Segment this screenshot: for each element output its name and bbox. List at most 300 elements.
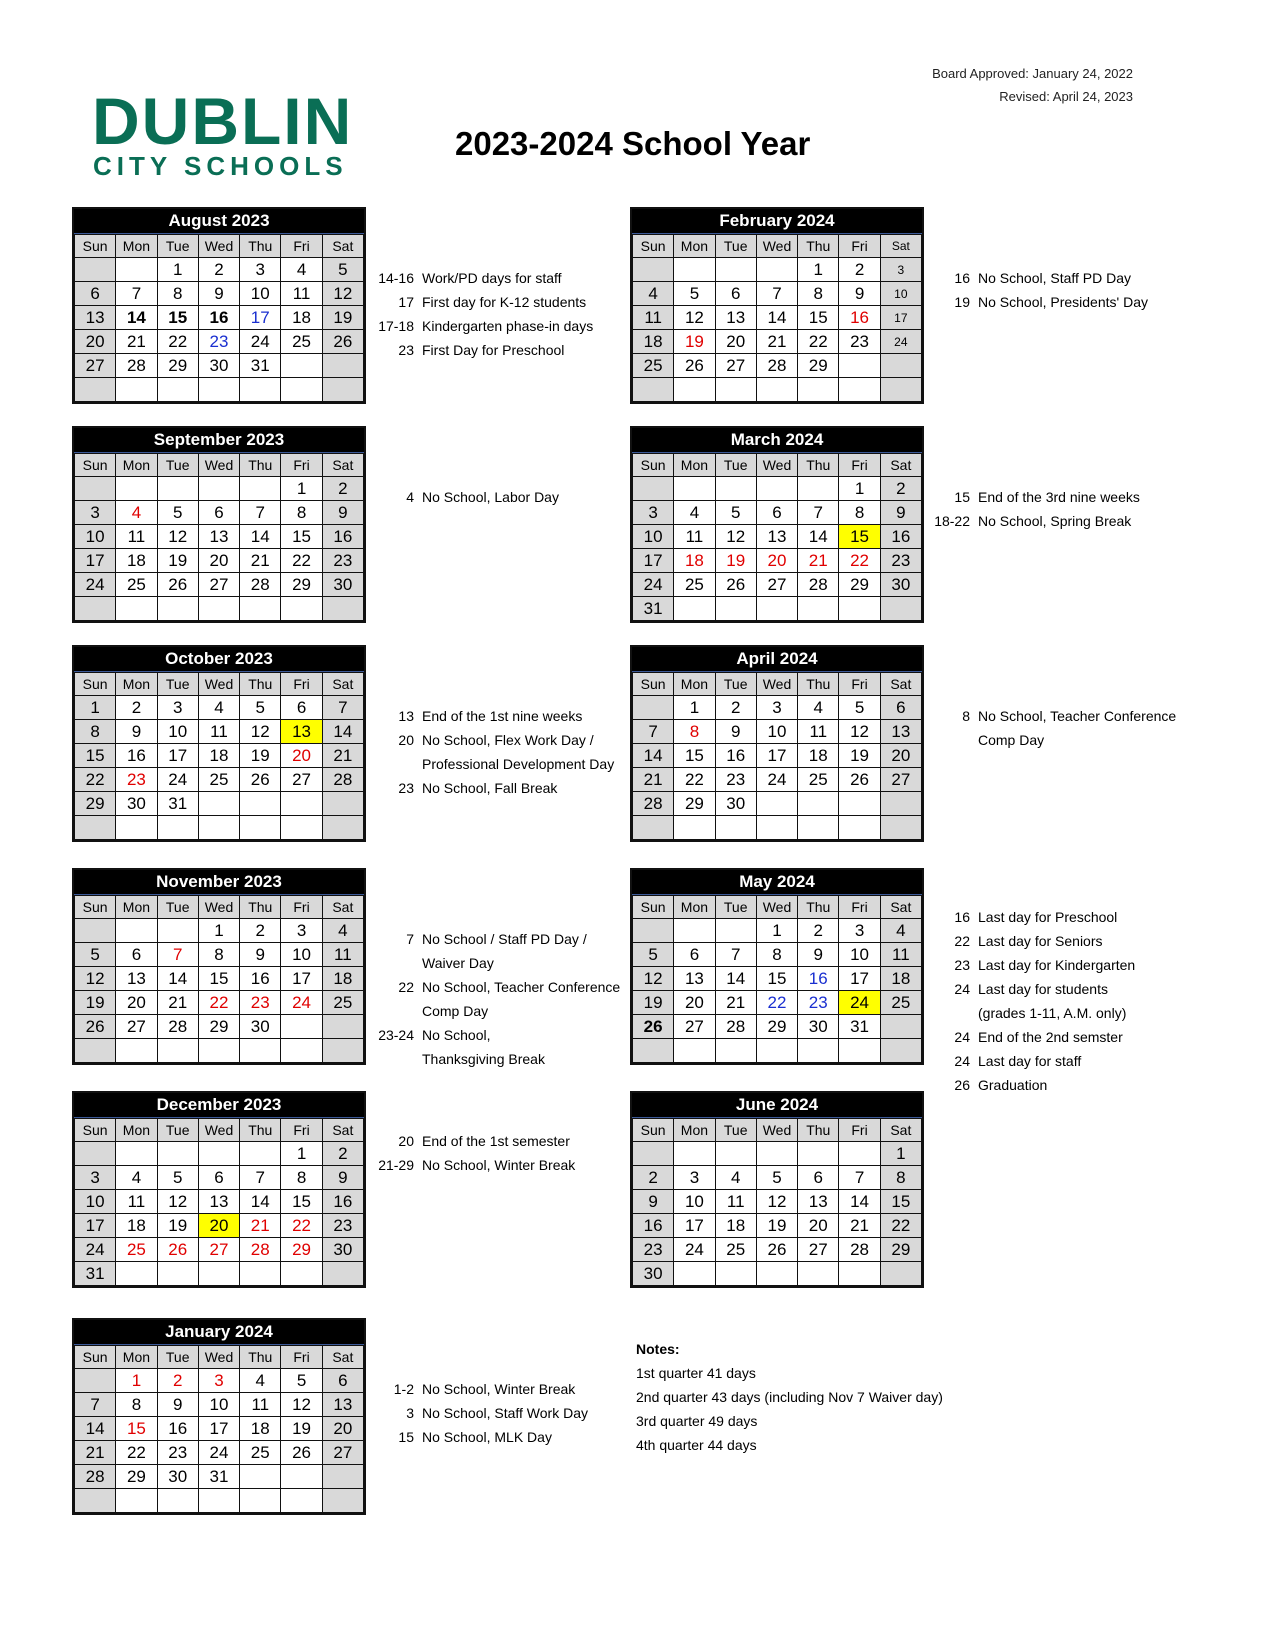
calendar-day	[116, 919, 157, 943]
weekday-header: Fri	[281, 896, 322, 919]
calendar-may	[630, 868, 924, 1065]
event-item	[926, 953, 1226, 977]
calendar-day: 23	[116, 768, 157, 792]
calendar-day: 1	[281, 477, 322, 501]
weekday-header: Thu	[240, 1119, 281, 1142]
calendar-jan	[72, 1318, 366, 1515]
calendar-day	[75, 1489, 116, 1513]
event-item	[926, 905, 1226, 929]
page-title: 2023-2024 School Year	[455, 125, 811, 162]
event-text: No School, Fall Break	[422, 780, 558, 796]
calendar-day	[281, 816, 322, 840]
calendar-day: 24	[75, 573, 116, 597]
calendar-day: 7	[75, 1393, 116, 1417]
event-text: No School, Labor Day	[422, 489, 559, 505]
calendar-day	[715, 477, 756, 501]
calendar-day	[198, 792, 239, 816]
calendar-day: 7	[715, 943, 756, 967]
calendar-day: 8	[281, 1166, 322, 1190]
calendar-week-row	[633, 792, 922, 816]
calendar-day: 10	[240, 282, 281, 306]
calendar-day: 20	[116, 991, 157, 1015]
calendar-day: 31	[75, 1262, 116, 1286]
calendar-day: 17	[240, 306, 281, 330]
calendar-day: 30	[322, 1238, 363, 1262]
calendar-day: 18	[240, 1417, 281, 1441]
calendar-day: 3	[633, 501, 674, 525]
calendar-day: 28	[756, 354, 797, 378]
calendar-day	[157, 1039, 198, 1063]
event-item	[926, 1025, 1226, 1049]
event-date: 15	[398, 1429, 414, 1445]
event-date: 20	[398, 732, 414, 748]
calendar-day: 21	[322, 744, 363, 768]
calendar-week-row	[633, 1142, 922, 1166]
calendar-week-row	[633, 696, 922, 720]
weekday-header: Sun	[75, 1346, 116, 1369]
weekday-header: Mon	[116, 896, 157, 919]
calendar-day: 11	[322, 943, 363, 967]
calendar-week-row	[75, 816, 364, 840]
calendar-apr	[630, 645, 924, 842]
notes-line: 1st quarter 41 days	[636, 1365, 756, 1381]
calendar-day: 7	[116, 282, 157, 306]
calendar-day: 20	[75, 330, 116, 354]
weekday-header: Thu	[798, 1119, 839, 1142]
calendar-day: 22	[116, 1441, 157, 1465]
weekday-header: Sun	[75, 673, 116, 696]
calendar-day	[198, 1489, 239, 1513]
calendar-day	[322, 1262, 363, 1286]
calendar-day: 4	[240, 1369, 281, 1393]
calendar-day: 25	[116, 1238, 157, 1262]
calendar-week-row	[75, 1489, 364, 1513]
event-item	[926, 728, 1226, 752]
calendar-day: 22	[75, 768, 116, 792]
calendar-day: 12	[715, 525, 756, 549]
calendar-day: 6	[798, 1166, 839, 1190]
event-text: No School, Flex Work Day /	[422, 732, 594, 748]
calendar-day: 21	[157, 991, 198, 1015]
calendar-day	[880, 1015, 921, 1039]
calendar-day: 19	[281, 1417, 322, 1441]
calendar-day	[880, 1039, 921, 1063]
events-aug-events	[370, 266, 670, 362]
calendar-day	[839, 354, 880, 378]
calendar-day: 2	[633, 1166, 674, 1190]
calendar-day: 7	[322, 696, 363, 720]
calendar-day: 2	[322, 1142, 363, 1166]
weekday-header: Sat	[322, 673, 363, 696]
weekday-header: Sat	[880, 1119, 921, 1142]
event-text: Comp Day	[422, 1003, 489, 1019]
calendar-day: 4	[116, 1166, 157, 1190]
calendar-day: 2	[322, 477, 363, 501]
calendar-week-row	[75, 1465, 364, 1489]
event-date: 24	[954, 1053, 970, 1069]
calendar-day: 12	[839, 720, 880, 744]
calendar-day: 8	[798, 282, 839, 306]
calendar-jun	[630, 1091, 924, 1288]
event-item	[926, 929, 1226, 953]
calendar-day: 19	[674, 330, 715, 354]
calendar-week-row	[633, 744, 922, 768]
calendar-week-row	[633, 354, 922, 378]
calendar-day: 28	[715, 1015, 756, 1039]
calendar-day: 30	[322, 573, 363, 597]
calendar-day: 17	[75, 1214, 116, 1238]
calendar-day: 6	[715, 282, 756, 306]
event-date: 19	[954, 294, 970, 310]
calendar-month-title: August 2023	[74, 209, 364, 234]
event-text: No School, Teacher Conference	[978, 708, 1177, 724]
calendar-day: 17	[880, 306, 921, 330]
calendar-day	[75, 597, 116, 621]
calendar-day: 28	[75, 1465, 116, 1489]
calendar-day	[756, 1262, 797, 1286]
calendar-day	[674, 258, 715, 282]
calendar-day: 2	[157, 1369, 198, 1393]
weekday-header: Sun	[633, 1119, 674, 1142]
calendar-day: 11	[715, 1190, 756, 1214]
calendar-day: 7	[839, 1166, 880, 1190]
calendar-month-title: April 2024	[632, 647, 922, 672]
calendar-day: 1	[880, 1142, 921, 1166]
calendar-day: 11	[880, 943, 921, 967]
calendar-day: 7	[240, 501, 281, 525]
calendar-day	[198, 1039, 239, 1063]
calendar-day	[157, 1262, 198, 1286]
calendar-day	[322, 1039, 363, 1063]
event-date: 13	[398, 708, 414, 724]
calendar-day: 27	[322, 1441, 363, 1465]
calendar-day: 27	[198, 1238, 239, 1262]
event-date: 23	[954, 957, 970, 973]
calendar-day: 29	[674, 792, 715, 816]
calendar-week-row	[75, 1262, 364, 1286]
calendar-day	[240, 792, 281, 816]
calendar-day: 28	[839, 1238, 880, 1262]
calendar-day	[715, 378, 756, 402]
calendar-day: 26	[240, 768, 281, 792]
calendar-week-row	[75, 1417, 364, 1441]
calendar-day: 26	[281, 1441, 322, 1465]
calendar-week-row	[75, 525, 364, 549]
events-nov-events	[370, 927, 670, 1071]
calendar-day	[281, 378, 322, 402]
weekday-header: Tue	[715, 673, 756, 696]
event-text: End of the 1st nine weeks	[422, 708, 583, 724]
weekday-header: Mon	[116, 1119, 157, 1142]
weekday-header: Mon	[674, 896, 715, 919]
calendar-day: 8	[281, 501, 322, 525]
calendar-day: 25	[798, 768, 839, 792]
event-item	[370, 975, 670, 999]
calendar-day: 24	[756, 768, 797, 792]
calendar-day	[75, 816, 116, 840]
calendar-week-row	[75, 943, 364, 967]
calendar-day: 28	[157, 1015, 198, 1039]
event-text: First Day for Preschool	[422, 342, 565, 358]
events-feb-events	[926, 266, 1226, 314]
calendar-week-row	[633, 1039, 922, 1063]
calendar-day: 8	[116, 1393, 157, 1417]
weekday-header: Thu	[240, 235, 281, 258]
weekday-header: Fri	[839, 454, 880, 477]
calendar-day: 14	[240, 1190, 281, 1214]
calendar-day: 29	[798, 354, 839, 378]
calendar-day: 25	[240, 1441, 281, 1465]
calendar-week-row	[633, 967, 922, 991]
event-date: 20	[398, 1133, 414, 1149]
calendar-day: 3	[198, 1369, 239, 1393]
calendar-day: 18	[116, 549, 157, 573]
event-item	[370, 1129, 670, 1153]
calendar-day: 10	[281, 943, 322, 967]
calendar-month-title: December 2023	[74, 1093, 364, 1118]
calendar-oct	[72, 645, 366, 842]
calendar-week-row	[75, 1214, 364, 1238]
calendar-day: 30	[880, 573, 921, 597]
calendar-day: 4	[322, 919, 363, 943]
weekday-header: Fri	[281, 235, 322, 258]
calendar-day	[839, 792, 880, 816]
calendar-day: 24	[839, 991, 880, 1015]
weekday-header: Tue	[157, 235, 198, 258]
weekday-header: Wed	[756, 235, 797, 258]
calendar-week-row	[75, 792, 364, 816]
calendar-day: 26	[157, 1238, 198, 1262]
calendar-day	[75, 378, 116, 402]
event-text: (grades 1-11, A.M. only)	[978, 1005, 1127, 1021]
event-text: Waiver Day	[422, 955, 494, 971]
calendar-day: 29	[281, 1238, 322, 1262]
calendar-day: 8	[75, 720, 116, 744]
calendar-day: 5	[240, 696, 281, 720]
calendar-day	[157, 378, 198, 402]
calendar-day: 28	[322, 768, 363, 792]
calendar-day	[281, 1465, 322, 1489]
calendar-day: 16	[157, 1417, 198, 1441]
event-date: 14-16	[378, 270, 414, 286]
event-date: 3	[406, 1405, 414, 1421]
calendar-day: 14	[157, 967, 198, 991]
calendar-day	[715, 1142, 756, 1166]
calendar-day: 23	[880, 549, 921, 573]
calendar-day: 10	[75, 525, 116, 549]
board-approved-date: Board Approved: January 24, 2022	[932, 66, 1133, 81]
calendar-day: 24	[157, 768, 198, 792]
calendar-day: 31	[839, 1015, 880, 1039]
calendar-week-row	[633, 1214, 922, 1238]
calendar-day	[116, 816, 157, 840]
calendar-day: 1	[157, 258, 198, 282]
calendar-day: 10	[157, 720, 198, 744]
calendar-day	[75, 1369, 116, 1393]
calendar-day	[756, 597, 797, 621]
calendar-day: 30	[157, 1465, 198, 1489]
calendar-day: 25	[322, 991, 363, 1015]
event-item	[926, 1049, 1226, 1073]
event-item	[370, 951, 670, 975]
calendar-day	[839, 597, 880, 621]
notes-title: Notes:	[636, 1341, 680, 1357]
weekday-header: Thu	[240, 673, 281, 696]
calendar-day: 9	[798, 943, 839, 967]
calendar-day: 19	[756, 1214, 797, 1238]
weekday-header: Wed	[198, 673, 239, 696]
event-text: No School, Spring Break	[978, 513, 1132, 529]
calendar-day: 24	[281, 991, 322, 1015]
calendar-day: 16	[240, 967, 281, 991]
calendar-day: 20	[322, 1417, 363, 1441]
calendar-day: 26	[157, 573, 198, 597]
calendar-week-row	[633, 597, 922, 621]
weekday-header: Mon	[116, 235, 157, 258]
calendar-week-row	[75, 330, 364, 354]
weekday-header: Mon	[674, 235, 715, 258]
calendar-day: 13	[798, 1190, 839, 1214]
calendar-day: 29	[839, 573, 880, 597]
event-text: No School, Presidents' Day	[978, 294, 1148, 310]
calendar-day: 25	[715, 1238, 756, 1262]
weekday-header: Wed	[198, 1119, 239, 1142]
calendar-day: 18	[633, 330, 674, 354]
calendar-day: 4	[880, 919, 921, 943]
event-text: Last day for staff	[978, 1053, 1082, 1069]
calendar-day: 17	[633, 549, 674, 573]
calendar-day	[157, 1142, 198, 1166]
calendar-day: 17	[75, 549, 116, 573]
calendar-day: 2	[240, 919, 281, 943]
calendar-day: 11	[198, 720, 239, 744]
calendar-day	[75, 258, 116, 282]
event-text: No School, Winter Break	[422, 1157, 576, 1173]
calendar-day	[839, 1142, 880, 1166]
event-text: Kindergarten phase-in days	[422, 318, 594, 334]
calendar-week-row	[75, 306, 364, 330]
calendar-day: 1	[756, 919, 797, 943]
event-date: 24	[954, 981, 970, 997]
calendar-day: 1	[75, 696, 116, 720]
calendar-day: 20	[756, 549, 797, 573]
calendar-day: 18	[322, 967, 363, 991]
event-item	[370, 752, 670, 776]
calendar-day: 28	[240, 1238, 281, 1262]
weekday-header: Thu	[240, 896, 281, 919]
weekday-header: Tue	[157, 896, 198, 919]
calendar-day: 14	[322, 720, 363, 744]
calendar-week-row	[633, 306, 922, 330]
calendar-day: 21	[839, 1214, 880, 1238]
calendar-day: 26	[633, 1015, 674, 1039]
event-text: End of the 2nd semster	[978, 1029, 1123, 1045]
calendar-day: 1	[839, 477, 880, 501]
calendar-day	[674, 816, 715, 840]
events-sep-events	[370, 485, 670, 509]
calendar-day: 10	[880, 282, 921, 306]
calendar-day: 12	[240, 720, 281, 744]
events-dec-events	[370, 1129, 670, 1177]
calendar-day: 22	[880, 1214, 921, 1238]
calendar-day: 16	[715, 744, 756, 768]
calendar-day: 25	[198, 768, 239, 792]
calendar-day: 18	[798, 744, 839, 768]
calendar-day	[281, 792, 322, 816]
event-date: 1-2	[393, 1381, 414, 1397]
calendar-day	[75, 477, 116, 501]
calendar-day: 13	[198, 1190, 239, 1214]
calendar-feb	[630, 207, 924, 404]
calendar-day: 15	[157, 306, 198, 330]
calendar-day	[322, 816, 363, 840]
calendar-day: 19	[633, 991, 674, 1015]
calendar-day: 22	[281, 549, 322, 573]
weekday-header: Tue	[157, 1346, 198, 1369]
calendar-week-row	[633, 477, 922, 501]
calendar-day	[798, 792, 839, 816]
event-item	[370, 1153, 670, 1177]
dublin-logo	[92, 84, 354, 183]
calendar-day: 23	[322, 549, 363, 573]
notes-section	[636, 1337, 943, 1457]
calendar-week-row	[75, 1441, 364, 1465]
calendar-day: 29	[198, 1015, 239, 1039]
calendar-day: 16	[198, 306, 239, 330]
calendar-week-row	[75, 744, 364, 768]
event-text: Work/PD days for staff	[422, 270, 562, 286]
event-text: End of the 3rd nine weeks	[978, 489, 1140, 505]
event-item	[370, 338, 670, 362]
calendar-day: 15	[281, 525, 322, 549]
calendar-day: 5	[633, 943, 674, 967]
calendar-day: 10	[633, 525, 674, 549]
event-date: 23	[398, 780, 414, 796]
calendar-day: 16	[116, 744, 157, 768]
calendar-day	[322, 792, 363, 816]
calendar-day: 6	[198, 501, 239, 525]
calendar-day: 14	[633, 744, 674, 768]
calendar-day: 27	[116, 1015, 157, 1039]
calendar-day: 29	[75, 792, 116, 816]
calendar-day: 24	[198, 1441, 239, 1465]
calendar-day: 4	[715, 1166, 756, 1190]
calendar-day: 21	[798, 549, 839, 573]
calendar-day: 21	[240, 549, 281, 573]
event-text: No School, Winter Break	[422, 1381, 576, 1397]
calendar-week-row	[633, 1262, 922, 1286]
calendar-day: 10	[75, 1190, 116, 1214]
event-date: 18-22	[934, 513, 970, 529]
calendar-day: 27	[798, 1238, 839, 1262]
event-text: No School,	[422, 1027, 491, 1043]
calendar-day	[322, 354, 363, 378]
calendar-day: 26	[75, 1015, 116, 1039]
calendar-day: 2	[198, 258, 239, 282]
calendar-week-row	[75, 258, 364, 282]
calendar-day: 26	[756, 1238, 797, 1262]
calendar-day: 25	[281, 330, 322, 354]
events-jan-events	[370, 1377, 670, 1449]
calendar-day: 15	[198, 967, 239, 991]
calendar-day: 3	[674, 1166, 715, 1190]
calendar-day: 8	[756, 943, 797, 967]
calendar-week-row	[633, 1190, 922, 1214]
calendar-day: 16	[322, 1190, 363, 1214]
calendar-week-row	[633, 720, 922, 744]
calendar-day	[756, 1039, 797, 1063]
weekday-header: Thu	[240, 1346, 281, 1369]
